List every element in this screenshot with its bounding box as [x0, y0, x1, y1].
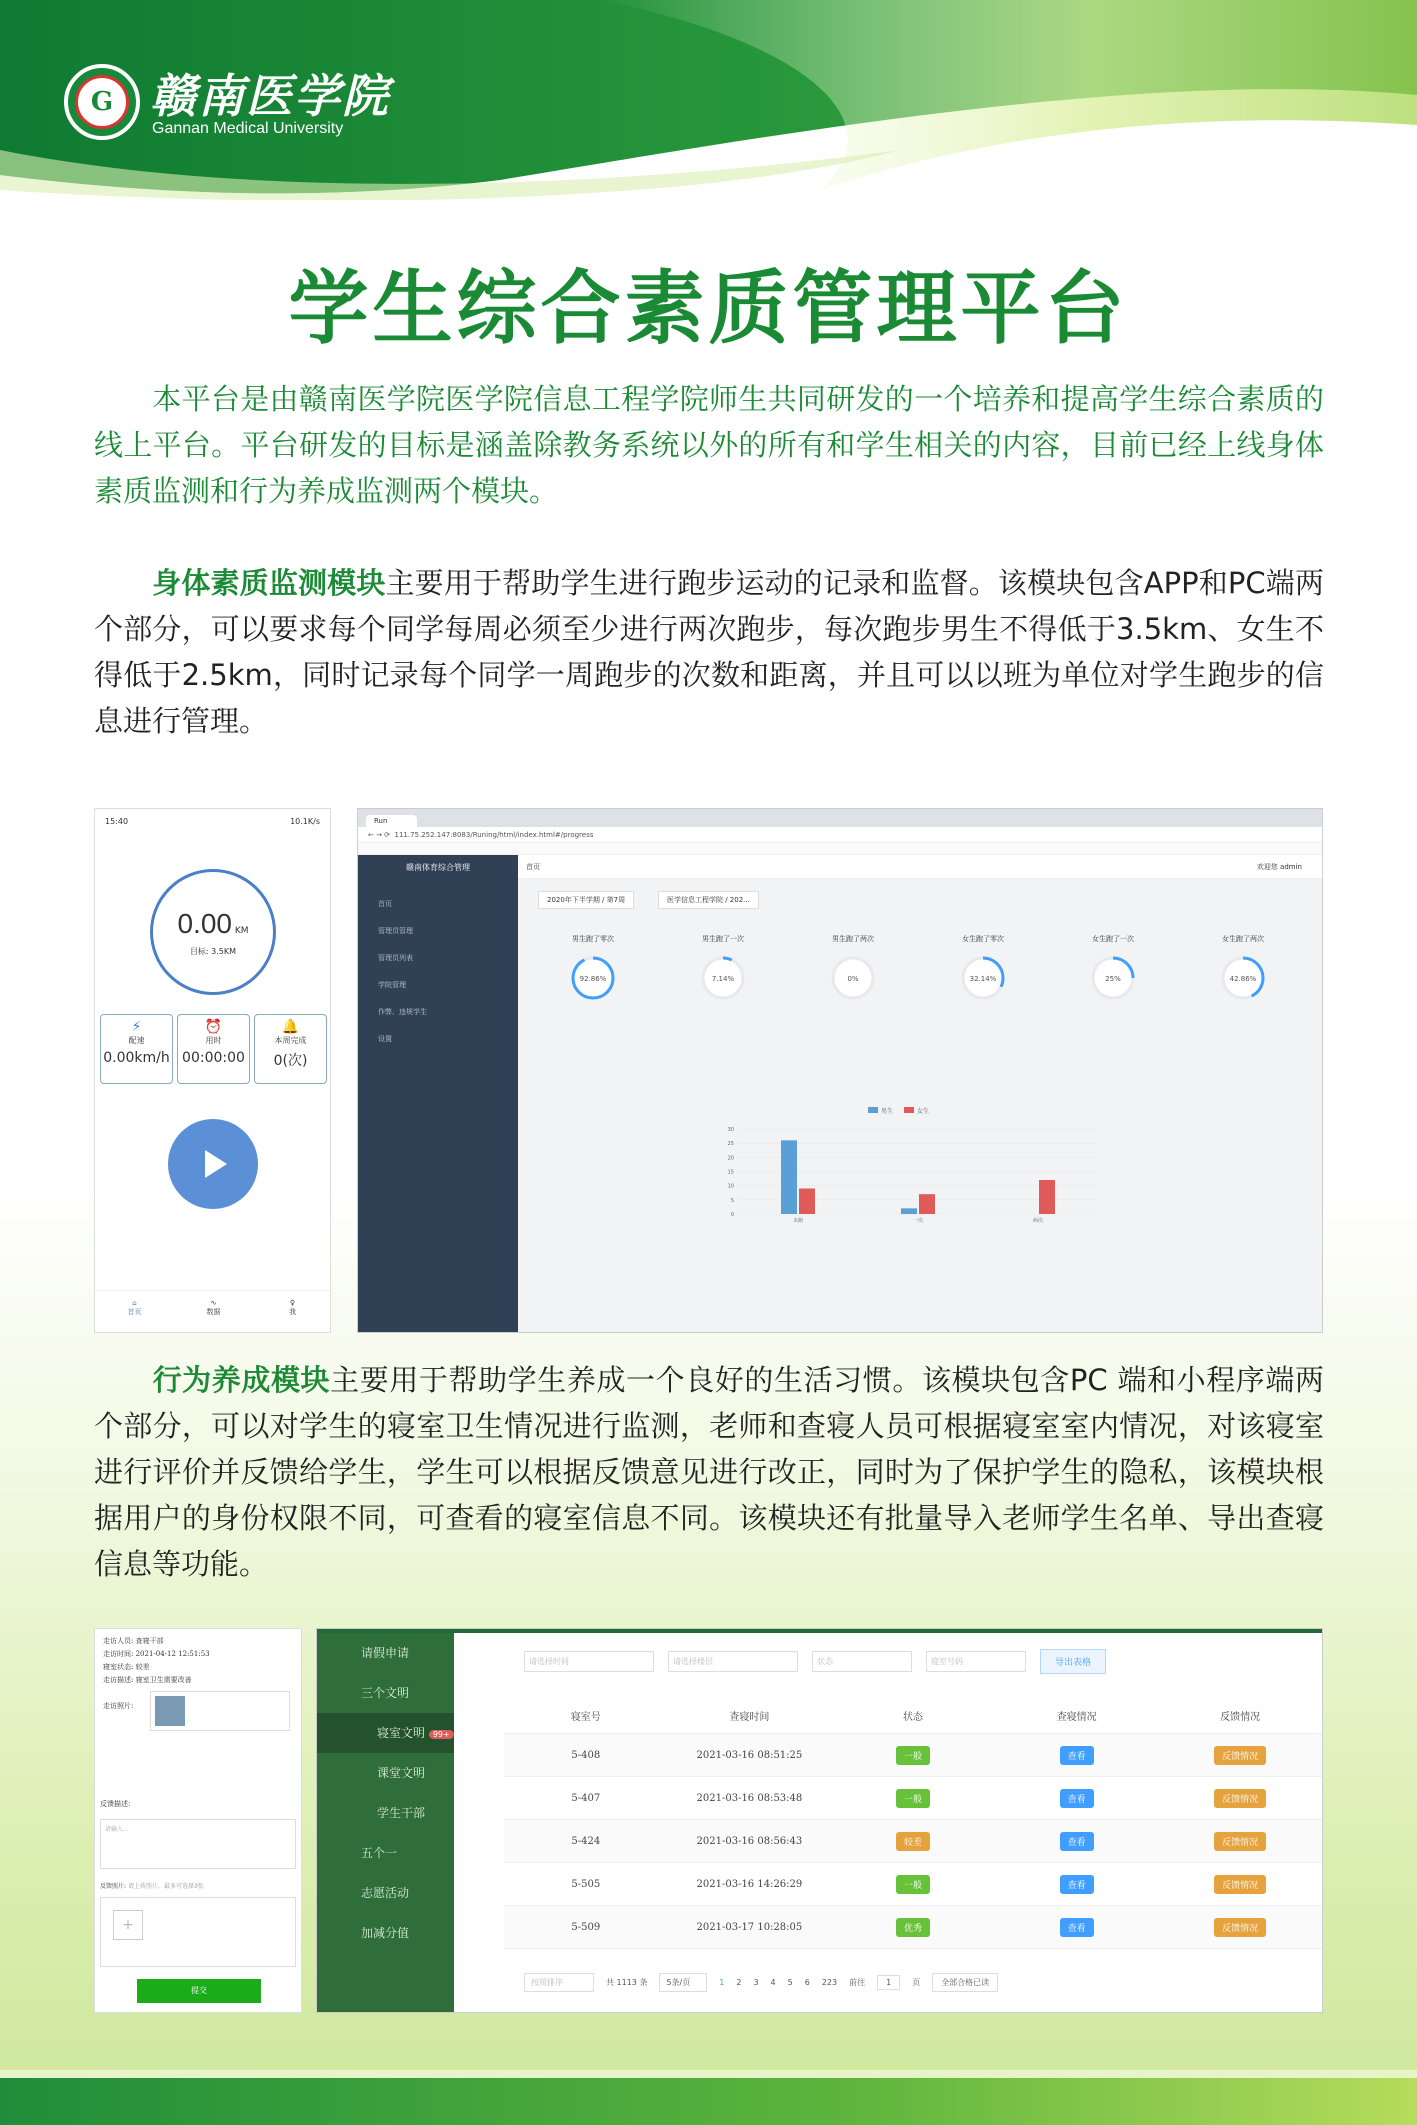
bar-1-2	[1039, 1180, 1055, 1214]
phone-app-screenshot	[94, 808, 331, 1333]
tab-home[interactable]: ⌂ 首页	[127, 1299, 142, 1316]
menu-admin-list[interactable]: 管理员列表	[378, 954, 413, 962]
footer-band	[0, 2070, 1417, 2125]
y-tick-label: 10	[727, 1183, 734, 1190]
gauge-0	[538, 934, 648, 1008]
mark-all-button[interactable]: 全部合格已读	[932, 1973, 998, 1992]
stat-pace: ⚡ 配速 0.00km/h	[100, 1014, 173, 1084]
status-badge: 一般	[896, 1875, 930, 1894]
tab-data[interactable]: ∿ 数据	[206, 1299, 221, 1316]
intro-paragraph: 本平台是由赣南医学院医学院信息工程学院师生共同研发的一个培养和提高学生综合素质的线上平台。平台研发的目标是涵盖除教务系统以外的所有和学生相关的内容，目前已经上线身体素质监测和行为养成监测两个模块。	[94, 382, 1324, 508]
pc-dashboard-screenshot	[357, 808, 1323, 1333]
gauge-label: 女生跑了零次	[962, 935, 1004, 943]
table-row	[504, 1734, 1322, 1777]
start-run-button[interactable]	[168, 1119, 258, 1209]
time-cell: 2021-03-16 08:53:48	[696, 1792, 803, 1804]
phone-time: 15:40	[105, 817, 129, 826]
filter-bar	[454, 1633, 1322, 1674]
gauge-4	[1058, 934, 1168, 1008]
phone-stats	[100, 1014, 327, 1084]
x-tick-label: 未跑	[792, 1218, 804, 1224]
y-tick-label: 20	[727, 1155, 734, 1162]
bar-0-1	[901, 1208, 917, 1214]
gauge-1	[668, 934, 778, 1008]
menu-cheat[interactable]: 作弊、违规学生	[378, 1008, 427, 1016]
visit-photo-box	[150, 1691, 290, 1731]
legend-label: 男生	[881, 1108, 894, 1115]
dorm-table	[504, 1698, 1322, 1949]
section2-highlight: 行为养成模块	[152, 1363, 331, 1397]
menu-dorm-civil[interactable]: 寝室文明 99+	[317, 1713, 454, 1753]
legend-swatch	[904, 1107, 914, 1113]
sort-select[interactable]: 按照排序	[524, 1973, 594, 1992]
badge: 99+	[429, 1730, 454, 1739]
feedback-button[interactable]: 反馈情况	[1214, 1789, 1266, 1808]
feedback-button[interactable]: 反馈情况	[1214, 1746, 1266, 1765]
menu-home[interactable]: 首页	[378, 900, 392, 908]
upload-area	[100, 1897, 296, 1967]
menu-volunteer[interactable]: 志愿活动	[361, 1886, 410, 1900]
submit-button[interactable]: 提交	[137, 1979, 261, 2003]
distance-target: 目标: 3.5KM	[189, 946, 237, 956]
page-6[interactable]: 6	[804, 1978, 810, 1987]
status-badge: 一般	[896, 1746, 930, 1765]
dorm-admin-screenshot	[316, 1628, 1323, 2013]
status-badge: 优秀	[896, 1918, 930, 1937]
table-row	[504, 1906, 1322, 1949]
stat-week: 🔔 本周完成 0(次)	[254, 1014, 327, 1084]
page-size-select[interactable]: 5条/页	[659, 1973, 707, 1992]
gauge-value: 7.14%	[711, 975, 735, 983]
visit-info: 走访人员: 查寝干部 走访时间: 2021-04-12 12:51:53 寝室状态: 较差 走访描述: 寝室卫生需要改善	[103, 1637, 210, 1684]
y-tick-label: 25	[727, 1141, 734, 1148]
y-tick-label: 0	[730, 1212, 734, 1218]
bar-0-0	[781, 1140, 797, 1214]
filter-status[interactable]: 状态	[812, 1651, 912, 1672]
semester-select[interactable]: 2020年下半学期 / 第7周	[538, 891, 634, 909]
total-count: 共 1113 条	[606, 1978, 648, 1987]
section1-paragraph: 身体素质监测模块主要用于帮助学生进行跑步运动的记录和监督。该模块包含APP和PC端两个部分，可以要求每个同学每周必须至少进行两次跑步，每次跑步男生不得低于3.5km、女生不得低于2.5km，同时记录每个同学一周跑步的次数和距离，并且可以以班为单位对学生跑步的信息进行管理。	[94, 566, 1324, 738]
menu-cadre[interactable]: 学生干部	[377, 1806, 426, 1820]
menu-college[interactable]: 学院管理	[378, 981, 406, 989]
page-input[interactable]: 1	[877, 1975, 900, 1990]
page-223[interactable]: 223	[821, 1978, 838, 1987]
feedback-label: 反馈描述:	[100, 1800, 131, 1808]
college-select[interactable]: 医学信息工程学院 / 202...	[658, 891, 759, 909]
view-button[interactable]: 查看	[1060, 1832, 1094, 1851]
filter-floor[interactable]: 请选择楼层	[668, 1651, 798, 1672]
page-2[interactable]: 2	[736, 1978, 742, 1987]
pagination: 按照排序 共 1113 条 5条/页 1 2 3 4 5 6 223 前往 1 页 全部合格已读	[524, 1973, 998, 1992]
school-name-en: Gannan Medical University	[152, 120, 344, 137]
address-bar[interactable]: ← → ⟳ 111.75.252.147:8083/Runing/html/index.html#/progress	[358, 827, 1322, 843]
pc-topbar	[518, 855, 1322, 879]
x-tick-label: 两次	[1032, 1218, 1044, 1224]
filter-time[interactable]: 请选择时间	[524, 1651, 654, 1672]
menu-settings[interactable]: 设置	[378, 1035, 392, 1043]
gauge-label: 男生跑了零次	[572, 935, 614, 943]
gauge-label: 女生跑了两次	[1222, 935, 1264, 943]
page-3[interactable]: 3	[753, 1978, 759, 1987]
menu-admin[interactable]: 管理员管理	[378, 927, 413, 935]
legend-label: 女生	[917, 1108, 930, 1115]
room-cell: 5-407	[571, 1792, 601, 1804]
gauge-label: 男生跑了两次	[832, 935, 874, 943]
gauge-3	[928, 934, 1038, 1008]
legend-swatch	[868, 1107, 878, 1113]
play-icon	[205, 1150, 227, 1178]
school-name-cn: 赣南医学院	[150, 69, 390, 123]
gauge-value: 32.14%	[969, 975, 997, 983]
gauge-value: 92.86%	[579, 975, 607, 983]
status-badge: 一般	[896, 1789, 930, 1808]
page-title: 学生综合素质管理平台	[288, 262, 1129, 355]
gauge-value: 25%	[1105, 975, 1121, 983]
export-button[interactable]: 导出表格	[1040, 1649, 1106, 1674]
school-logo: G	[64, 64, 140, 140]
feedback-button[interactable]: 反馈情况	[1214, 1875, 1266, 1894]
x-tick-label: 一次	[912, 1218, 924, 1224]
menu-leave[interactable]: 请假申请	[361, 1646, 410, 1660]
distance-value: 0.00	[177, 907, 232, 939]
mini-program-screenshot	[94, 1628, 302, 2013]
feedback-button[interactable]: 反馈情况	[1214, 1918, 1266, 1937]
table-row	[504, 1820, 1322, 1863]
admin-sidebar	[317, 1633, 454, 2012]
phone-status: 10.1K/s	[290, 817, 320, 826]
bookmarks-bar	[358, 843, 1322, 855]
room-cell: 5-424	[571, 1835, 601, 1847]
section2-paragraph: 行为养成模块主要用于帮助学生养成一个良好的生活习惯。该模块包含PC 端和小程序端两个部分，可以对学生的寝室卫生情况进行监测，老师和查寝人员可根据寝室室内情况，对该寝室进行评价并反馈给学生，学生可以根据反馈意见进行改正，同时为了保护学生的隐私，该模块根据用户的身份权限不同，可查看的寝室信息不同。该模块还有批量导入老师学生名单、导出查寝信息等功能。	[94, 1363, 1324, 1581]
page-4[interactable]: 4	[770, 1978, 776, 1987]
pc-sidebar	[358, 855, 518, 1333]
view-button[interactable]: 查看	[1060, 1875, 1094, 1894]
menu-score[interactable]: 加减分值	[361, 1926, 410, 1940]
browser-tab[interactable]: Run	[366, 815, 417, 827]
gauge-label: 男生跑了一次	[702, 935, 744, 943]
bar-1-1	[919, 1194, 935, 1214]
y-tick-label: 15	[727, 1169, 734, 1176]
y-tick-label: 30	[727, 1127, 734, 1133]
room-cell: 5-408	[571, 1749, 601, 1761]
pc-main	[518, 879, 1322, 1332]
gauge-2	[798, 934, 908, 1008]
add-photo-icon[interactable]: +	[113, 1910, 143, 1940]
menu-class-civil[interactable]: 课堂文明	[377, 1766, 426, 1780]
status-badge: 较差	[896, 1832, 930, 1851]
table-row	[504, 1863, 1322, 1906]
page-1[interactable]: 1	[719, 1978, 725, 1987]
filter-room[interactable]: 寝室号码	[926, 1651, 1026, 1672]
stat-time: ⏰ 用时 00:00:00	[177, 1014, 250, 1084]
feedback-input[interactable]: 请输入...	[100, 1819, 296, 1869]
y-tick-label: 5	[730, 1197, 734, 1204]
bar-1-0	[799, 1189, 815, 1215]
time-cell: 2021-03-16 14:26:29	[696, 1878, 803, 1890]
admin-main	[454, 1633, 1322, 2012]
feedback-button[interactable]: 反馈情况	[1214, 1832, 1266, 1851]
gauge-value: 0%	[847, 975, 859, 983]
time-cell: 2021-03-16 08:56:43	[696, 1835, 803, 1847]
user-menu[interactable]: 欢迎您 admin	[1256, 862, 1302, 871]
gauge-5	[1188, 934, 1298, 1008]
section1-highlight: 身体素质监测模块	[152, 566, 386, 600]
browser-tabbar	[358, 809, 1322, 827]
header-banner	[0, 0, 1417, 200]
gauge-value: 42.86%	[1229, 975, 1257, 983]
room-cell: 5-509	[571, 1921, 601, 1933]
view-button[interactable]: 查看	[1060, 1918, 1094, 1937]
feedback-photo-label: 反馈照片: 请上传照片，最多可选择3张	[100, 1883, 204, 1890]
view-button[interactable]: 查看	[1060, 1746, 1094, 1765]
time-cell: 2021-03-16 08:51:25	[696, 1749, 803, 1761]
menu-three-civil[interactable]: 三个文明	[361, 1686, 410, 1700]
table-header: 寝室号 查寝时间 状态 查寝情况 反馈情况	[504, 1698, 1322, 1734]
photo-label: 走访照片:	[103, 1702, 134, 1710]
bar-chart	[698, 1104, 1118, 1224]
page-numbers	[719, 1978, 837, 1987]
table-row	[504, 1777, 1322, 1820]
view-button[interactable]: 查看	[1060, 1789, 1094, 1808]
tab-me[interactable]: ♀ 我	[289, 1299, 296, 1316]
gauge-label: 女生跑了一次	[1092, 935, 1134, 943]
distance-ring: 0.00 KM 目标: 3.5KM	[150, 869, 276, 995]
app-title: 赣南体育综合管理	[406, 863, 470, 872]
gauge-row	[538, 934, 1298, 1008]
menu-five[interactable]: 五个一	[361, 1846, 398, 1860]
breadcrumb: 首页	[526, 862, 540, 871]
visit-photo[interactable]	[155, 1696, 185, 1726]
room-cell: 5-505	[571, 1878, 601, 1890]
time-cell: 2021-03-17 10:28:05	[696, 1921, 803, 1933]
phone-tabbar	[95, 1290, 331, 1332]
page-5[interactable]: 5	[787, 1978, 793, 1987]
